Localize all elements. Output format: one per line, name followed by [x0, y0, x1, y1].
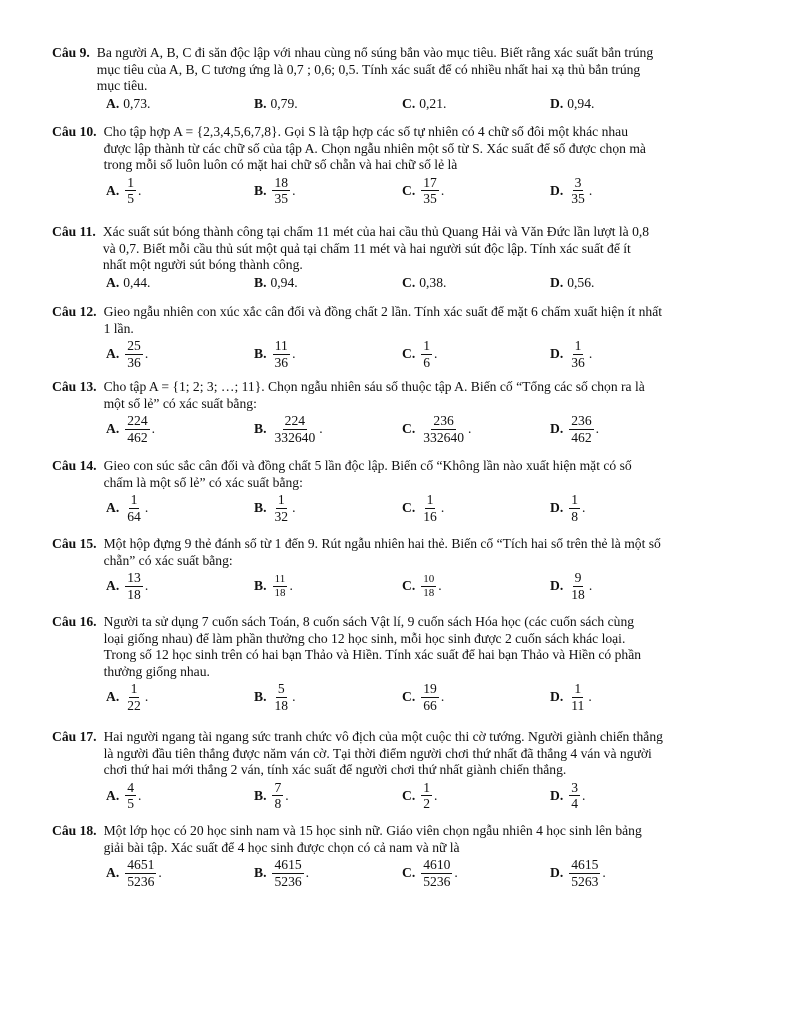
- answer-options: [106, 413, 752, 445]
- denominator: 36: [571, 354, 585, 370]
- numerator: 4615: [571, 857, 599, 873]
- question-9: [52, 45, 752, 112]
- answer-options: [106, 857, 752, 889]
- question-line: Ba người A, B, C đi săn độc lập với nhau cùng nổ súng bắn vào mục tiêu. Biết rằng xác suất bắn trúng: [96, 45, 654, 60]
- question-line: thưởng giống nhau.: [103, 663, 210, 679]
- option-suffix: .: [138, 787, 142, 803]
- option-value: 0,73.: [123, 95, 151, 111]
- fraction: [421, 338, 432, 370]
- fraction: [272, 413, 317, 445]
- denominator: 5: [127, 191, 135, 207]
- numerator: 17: [423, 174, 437, 190]
- option-suffix: .: [454, 864, 458, 880]
- denominator: 18: [274, 586, 286, 599]
- option-suffix: .: [440, 182, 445, 198]
- answer-options: [106, 275, 752, 292]
- option-suffix: .: [144, 577, 149, 593]
- question-line: trong mỗi số luôn luôn có mặt hai chữ số chẵn và hai chữ số lẻ là: [103, 157, 458, 173]
- option-label: C.: [402, 182, 416, 198]
- numerator: 3: [574, 174, 582, 190]
- question-text: [97, 379, 645, 412]
- answer-options: [106, 492, 752, 524]
- question-line: loại giống nhau) để làm phần thưởng cho 12 học sinh, mỗi học sinh được 2 cuốn sách khác loại.: [103, 630, 626, 646]
- denominator: 6: [423, 354, 431, 370]
- denominator: 11: [571, 697, 585, 713]
- numerator: 1: [127, 174, 135, 190]
- denominator: 332640: [274, 429, 316, 445]
- answer-options: [106, 780, 752, 812]
- numerator: 1: [130, 681, 138, 697]
- option-c: [402, 175, 550, 207]
- option-b: [254, 413, 402, 445]
- numerator: 1: [574, 681, 582, 697]
- option-label: B.: [254, 787, 267, 803]
- option-label: C.: [402, 689, 416, 705]
- numerator: 236: [433, 413, 454, 429]
- question-line: mục tiêu.: [96, 78, 148, 94]
- option-a: [106, 681, 254, 713]
- option-suffix: .: [602, 864, 606, 880]
- numerator: 1: [574, 338, 582, 354]
- denominator: 8: [571, 508, 579, 524]
- question-header: [52, 614, 752, 680]
- denominator: 5236: [274, 873, 302, 889]
- option-label: C.: [402, 499, 416, 515]
- fraction: [272, 857, 303, 889]
- question-10: [52, 124, 752, 207]
- fraction: [125, 175, 136, 207]
- denominator: 64: [127, 508, 141, 524]
- fraction: [421, 857, 452, 889]
- denominator: 462: [571, 429, 592, 445]
- denominator: 462: [127, 429, 148, 445]
- question-line: chấm là một số lẻ” có xác suất bằng:: [103, 474, 303, 490]
- option-c: [402, 780, 550, 812]
- fraction: [569, 857, 600, 889]
- numerator: 25: [127, 338, 141, 354]
- question-11: [52, 224, 752, 291]
- question-line: Gieo con súc sắc cân đối và đồng chất 5 lần độc lập. Biến cố “Không lần nào xuất hiện mặt có số: [103, 458, 632, 473]
- fraction: [125, 780, 136, 812]
- fraction: [125, 570, 143, 602]
- option-label: D.: [550, 274, 564, 290]
- option-label: A.: [106, 499, 120, 515]
- numerator: 4: [127, 779, 135, 795]
- numerator: 18: [274, 174, 289, 190]
- question-line: 1 lần.: [103, 320, 134, 336]
- option-label: D.: [550, 577, 564, 593]
- numerator: 1: [130, 492, 138, 508]
- option-label: B.: [254, 499, 267, 515]
- numerator: 4610: [423, 857, 451, 873]
- option-label: A.: [106, 182, 120, 198]
- option-a: [106, 175, 254, 207]
- option-value: 0,21.: [419, 95, 447, 111]
- question-number: Câu 18.: [52, 823, 97, 838]
- option-suffix: .: [440, 689, 445, 705]
- option-b: [254, 780, 402, 812]
- option-a: [106, 413, 254, 445]
- option-suffix: .: [144, 499, 149, 515]
- option-label: B.: [254, 345, 267, 361]
- question-text: [96, 224, 649, 274]
- option-label: B.: [254, 274, 267, 290]
- question-header: [52, 124, 752, 174]
- option-suffix: .: [595, 420, 600, 436]
- option-suffix: .: [588, 182, 593, 198]
- numerator: 236: [571, 413, 592, 429]
- option-value: 0,56.: [567, 274, 595, 290]
- option-label: C.: [402, 420, 416, 436]
- question-text: [97, 458, 632, 491]
- option-label: A.: [106, 864, 120, 880]
- denominator: 16: [423, 508, 437, 524]
- option-b: [254, 681, 402, 713]
- denominator: 2: [423, 796, 431, 812]
- option-suffix: .: [582, 499, 586, 515]
- numerator: 11: [274, 573, 286, 586]
- question-line: một số lẻ” có xác suất bằng:: [103, 395, 257, 411]
- fraction: [421, 492, 439, 524]
- option-c: [402, 857, 550, 889]
- option-suffix: .: [292, 345, 296, 361]
- option-value: 0,94.: [567, 95, 595, 111]
- option-suffix: .: [144, 689, 149, 705]
- denominator: 32: [274, 508, 289, 524]
- denominator: 5: [127, 796, 135, 812]
- option-b: [254, 175, 402, 207]
- option-label: B.: [254, 689, 267, 705]
- question-line: Cho tập A = {1; 2; 3; …; 11}. Chọn ngẫu nhiên sáu số thuộc tập A. Biến cố “Tổng các số chọn ra là: [103, 379, 645, 394]
- option-d: [550, 275, 698, 292]
- question-text: [97, 729, 663, 779]
- question-14: [52, 458, 752, 524]
- option-suffix: .: [305, 864, 310, 880]
- question-header: [52, 304, 752, 337]
- fraction: [569, 780, 580, 812]
- option-suffix: .: [468, 420, 472, 436]
- question-text: [97, 304, 662, 337]
- denominator: 66: [423, 697, 437, 713]
- option-c: [402, 96, 550, 113]
- numerator: 1: [277, 492, 285, 508]
- option-label: D.: [550, 420, 564, 436]
- option-suffix: .: [285, 787, 289, 803]
- option-suffix: .: [582, 787, 586, 803]
- option-label: C.: [402, 274, 416, 290]
- denominator: 8: [274, 796, 282, 812]
- fraction: [421, 681, 439, 713]
- option-label: D.: [550, 864, 564, 880]
- option-suffix: .: [289, 577, 293, 593]
- option-d: [550, 857, 698, 889]
- question-12: [52, 304, 752, 370]
- question-header: [52, 823, 752, 856]
- fraction: [125, 857, 156, 889]
- question-text: [90, 45, 653, 95]
- option-label: A.: [106, 420, 120, 436]
- option-d: [550, 96, 698, 113]
- numerator: 1: [423, 779, 431, 795]
- fraction: [125, 492, 143, 524]
- option-suffix: .: [138, 182, 142, 198]
- question-13: [52, 379, 752, 445]
- option-suffix: .: [434, 787, 438, 803]
- option-a: [106, 275, 254, 292]
- option-suffix: .: [151, 420, 156, 436]
- option-label: A.: [106, 274, 120, 290]
- option-b: [254, 338, 402, 370]
- option-d: [550, 338, 698, 370]
- option-suffix: .: [158, 864, 162, 880]
- fraction: [272, 681, 290, 713]
- question-line: nhất một người sút bóng thành công.: [102, 257, 303, 273]
- fraction: [569, 175, 587, 207]
- option-c: [402, 338, 550, 370]
- answer-options: [106, 96, 752, 113]
- question-header: [52, 536, 752, 569]
- option-value: 0,38.: [419, 274, 447, 290]
- option-a: [106, 492, 254, 524]
- denominator: 5236: [127, 873, 155, 889]
- question-header: [52, 224, 752, 274]
- option-suffix: .: [144, 345, 149, 361]
- denominator: 5263: [571, 873, 599, 889]
- question-number: Câu 14.: [52, 458, 97, 473]
- option-a: [106, 570, 254, 602]
- numerator: 19: [423, 681, 437, 697]
- option-d: [550, 780, 698, 812]
- option-d: [550, 175, 698, 207]
- answer-options: [106, 338, 752, 370]
- answer-options: [106, 175, 752, 207]
- option-label: D.: [550, 182, 564, 198]
- option-label: B.: [254, 577, 267, 593]
- question-line: Người ta sử dụng 7 cuốn sách Toán, 8 cuốn sách Vật lí, 9 cuốn sách Hóa học (các cuốn sách cùng: [103, 614, 635, 629]
- option-c: [402, 275, 550, 292]
- answer-options: [106, 570, 752, 602]
- option-b: [254, 857, 402, 889]
- question-line: Hai người ngang tài ngang sức tranh chức vô địch của một cuộc thi cờ tướng. Người giành chiến thắng: [103, 729, 663, 744]
- option-label: B.: [254, 420, 267, 436]
- option-d: [550, 681, 698, 713]
- question-text: [97, 536, 661, 569]
- question-line: là người đầu tiên thắng được năm ván cờ. Tại thời điểm người chơi thứ nhất đã thắng 4 ván và người: [103, 745, 652, 761]
- fraction: [272, 492, 290, 524]
- option-c: [402, 681, 550, 713]
- fraction: [569, 492, 580, 524]
- denominator: 35: [571, 191, 585, 207]
- option-a: [106, 857, 254, 889]
- question-header: [52, 379, 752, 412]
- option-label: C.: [402, 95, 416, 111]
- option-d: [550, 413, 698, 445]
- option-c: [402, 492, 550, 524]
- fraction: [421, 573, 436, 599]
- option-label: D.: [550, 787, 564, 803]
- option-value: 0,94.: [270, 274, 298, 290]
- option-suffix: .: [292, 182, 296, 198]
- denominator: 18: [423, 586, 435, 599]
- option-value: 0,79.: [270, 95, 298, 111]
- option-label: B.: [254, 864, 267, 880]
- option-suffix: .: [438, 577, 442, 593]
- numerator: 1: [423, 338, 431, 354]
- question-line: được lập thành từ các chữ số của tập A. Chọn ngẫu nhiên một số từ S. Xác suất để số được chọn mà: [103, 140, 646, 156]
- numerator: 224: [127, 413, 148, 429]
- numerator: 13: [127, 570, 141, 586]
- option-b: [254, 492, 402, 524]
- question-text: [97, 124, 646, 174]
- option-suffix: .: [319, 420, 323, 436]
- option-b: [254, 570, 402, 602]
- fraction: [569, 570, 587, 602]
- fraction: [125, 413, 149, 445]
- option-value: 0,44.: [123, 274, 151, 290]
- option-d: [550, 570, 698, 602]
- option-suffix: .: [588, 577, 593, 593]
- question-number: Câu 16.: [52, 614, 97, 629]
- option-suffix: .: [440, 499, 445, 515]
- fraction: [569, 338, 587, 370]
- denominator: 35: [274, 191, 289, 207]
- question-header: [52, 45, 752, 95]
- numerator: 4615: [274, 857, 302, 873]
- option-suffix: .: [588, 345, 593, 361]
- question-line: giải bài tập. Xác suất để 4 học sinh được chọn có cả nam và nữ là: [103, 839, 460, 855]
- answer-options: [106, 681, 752, 713]
- question-header: [52, 729, 752, 779]
- denominator: 36: [274, 354, 289, 370]
- option-label: A.: [106, 577, 120, 593]
- option-label: B.: [254, 95, 267, 111]
- fraction: [569, 413, 593, 445]
- option-d: [550, 492, 698, 524]
- question-line: và 0,7. Biết mỗi cầu thủ sút một quả tại chấm 11 mét và hai người sút độc lập. Tính xác suất để ít: [102, 240, 631, 256]
- question-17: [52, 729, 752, 812]
- denominator: 18: [571, 586, 585, 602]
- question-line: mục tiêu của A, B, C tương ứng là 0,7 ; 0,6; 0,5. Tính xác suất để có nhiều nhất hai xạ thủ bắn trúng: [96, 61, 641, 77]
- fraction: [272, 573, 287, 599]
- option-label: D.: [550, 345, 564, 361]
- denominator: 4: [571, 796, 579, 812]
- denominator: 5236: [423, 873, 451, 889]
- fraction: [125, 681, 143, 713]
- question-header: [52, 458, 752, 491]
- fraction: [569, 681, 586, 713]
- question-number: Câu 9.: [52, 45, 90, 60]
- option-label: D.: [550, 689, 564, 705]
- question-line: chẵn” có xác suất bằng:: [103, 552, 233, 568]
- question-line: Một hộp đựng 9 thẻ đánh số từ 1 đến 9. Rút ngẫu nhiên hai thẻ. Biến cố “Tích hai số trên thẻ là một số: [103, 536, 661, 551]
- denominator: 332640: [423, 429, 464, 445]
- denominator: 18: [127, 586, 141, 602]
- question-text: [97, 823, 642, 856]
- numerator: 1: [571, 492, 579, 508]
- option-label: C.: [402, 577, 416, 593]
- option-label: C.: [402, 787, 416, 803]
- option-b: [254, 96, 402, 113]
- option-label: C.: [402, 345, 416, 361]
- option-b: [254, 275, 402, 292]
- numerator: 224: [284, 413, 306, 429]
- option-label: A.: [106, 345, 120, 361]
- option-label: B.: [254, 182, 267, 198]
- question-line: chơi thứ hai mới thắng 2 ván, tính xác suất để người chơi thứ nhất giành chiến thắng.: [103, 762, 567, 778]
- question-line: Một lớp học có 20 học sinh nam và 15 học sinh nữ. Giáo viên chọn ngẫu nhiên 4 học sinh lên bảng: [103, 823, 642, 838]
- question-number: Câu 17.: [52, 729, 97, 744]
- option-label: D.: [550, 499, 564, 515]
- option-suffix: .: [292, 499, 296, 515]
- option-label: A.: [106, 689, 120, 705]
- question-line: Cho tập hợp A = {2,3,4,5,6,7,8}. Gọi S là tập hợp các số tự nhiên có 4 chữ số đôi một khác nhau: [103, 124, 628, 139]
- fraction: [421, 175, 439, 207]
- option-label: A.: [106, 787, 120, 803]
- option-label: A.: [106, 95, 120, 111]
- denominator: 36: [127, 354, 141, 370]
- denominator: 35: [423, 191, 437, 207]
- question-number: Câu 13.: [52, 379, 97, 394]
- question-number: Câu 10.: [52, 124, 97, 139]
- question-number: Câu 11.: [52, 224, 96, 239]
- question-16: [52, 614, 752, 714]
- numerator: 5: [277, 681, 285, 697]
- numerator: 7: [274, 779, 282, 795]
- option-suffix: .: [588, 689, 592, 705]
- option-c: [402, 570, 550, 602]
- denominator: 22: [127, 697, 141, 713]
- numerator: 9: [574, 570, 582, 586]
- option-label: D.: [550, 95, 564, 111]
- question-number: Câu 12.: [52, 304, 97, 319]
- question-text: [97, 614, 641, 680]
- question-18: [52, 823, 752, 889]
- fraction: [272, 338, 290, 370]
- option-a: [106, 338, 254, 370]
- option-label: C.: [402, 864, 416, 880]
- question-line: Trong số 12 học sinh trên có hai bạn Thảo và Hiền. Tính xác suất để hai bạn Thảo và Hiền có phần: [103, 647, 642, 663]
- option-suffix: .: [292, 689, 296, 705]
- numerator: 3: [571, 779, 579, 795]
- fraction: [421, 413, 466, 445]
- question-number: Câu 15.: [52, 536, 97, 551]
- option-c: [402, 413, 550, 445]
- fraction: [272, 175, 290, 207]
- denominator: 18: [274, 697, 289, 713]
- fraction: [421, 780, 432, 812]
- option-suffix: .: [434, 345, 438, 361]
- option-a: [106, 96, 254, 113]
- question-line: Xác suất sút bóng thành công tại chấm 11 mét của hai cầu thủ Quang Hải và Văn Đức lần lượt là 0,8: [102, 224, 650, 239]
- fraction: [125, 338, 143, 370]
- fraction: [272, 780, 283, 812]
- numerator: 11: [274, 338, 288, 354]
- question-15: [52, 536, 752, 602]
- numerator: 4651: [127, 857, 155, 873]
- question-line: Gieo ngẫu nhiên con xúc xắc cân đối và đồng chất 2 lần. Tính xác suất để mặt 6 chấm xuất hiện ít nhất: [103, 304, 663, 319]
- numerator: 1: [426, 492, 434, 508]
- option-a: [106, 780, 254, 812]
- numerator: 10: [423, 573, 435, 586]
